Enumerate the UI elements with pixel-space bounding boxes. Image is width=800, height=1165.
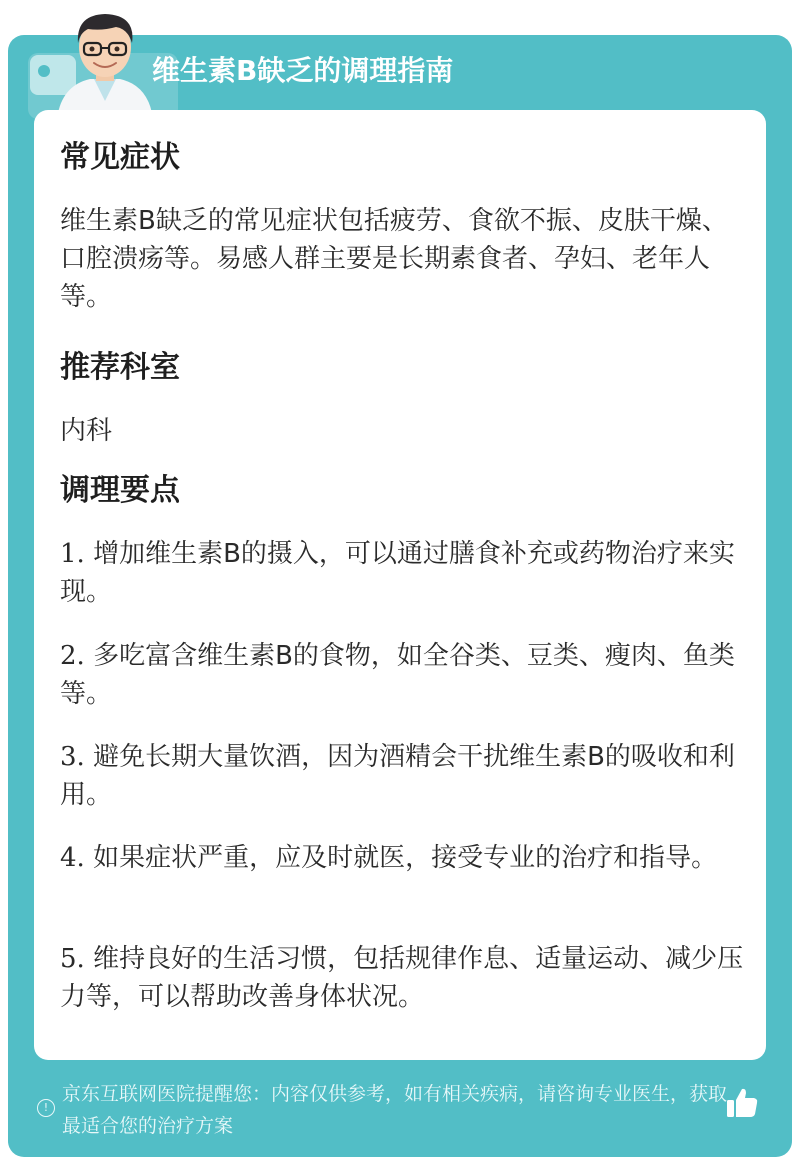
info-icon: ! xyxy=(37,1099,55,1117)
section-title-tips: 调理要点 xyxy=(60,473,180,508)
content-card xyxy=(34,110,766,1060)
disclaimer-text: 京东互联网医院提醒您：内容仅供参考，如有相关疾病，请咨询专业医生，获取最适合您的治疗方案 xyxy=(62,1083,728,1137)
symptoms-text: 维生素B缺乏的常见症状包括疲劳、食欲不振、皮肤干燥、口腔溃疡等。易感人群主要是长期素食者、孕妇、老年人等。 xyxy=(60,206,728,312)
list-item: 5. 维持良好的生活习惯，包括规律作息、适量运动、减少压力等，可以帮助改善身体状况。 xyxy=(60,944,744,1012)
list-item: 3. 避免长期大量饮酒，因为酒精会干扰维生素B的吸收和利用。 xyxy=(60,742,735,810)
list-item: 2. 多吃富含维生素B的食物，如全谷类、豆类、瘦肉、鱼类等。 xyxy=(60,641,735,709)
page-title: 维生素B缺乏的调理指南 xyxy=(152,54,454,87)
section-title-department: 推荐科室 xyxy=(60,350,180,385)
list-item: 4. 如果症状严重，应及时就医，接受专业的治疗和指导。 xyxy=(60,843,718,873)
list-item: 1. 增加维生素B的摄入，可以通过膳食补充或药物治疗来实现。 xyxy=(60,539,735,607)
section-title-symptoms: 常见症状 xyxy=(60,140,180,175)
department-text: 内科 xyxy=(60,416,113,446)
thumbs-up-icon[interactable] xyxy=(724,1085,760,1121)
doctor-avatar-icon xyxy=(50,5,160,113)
